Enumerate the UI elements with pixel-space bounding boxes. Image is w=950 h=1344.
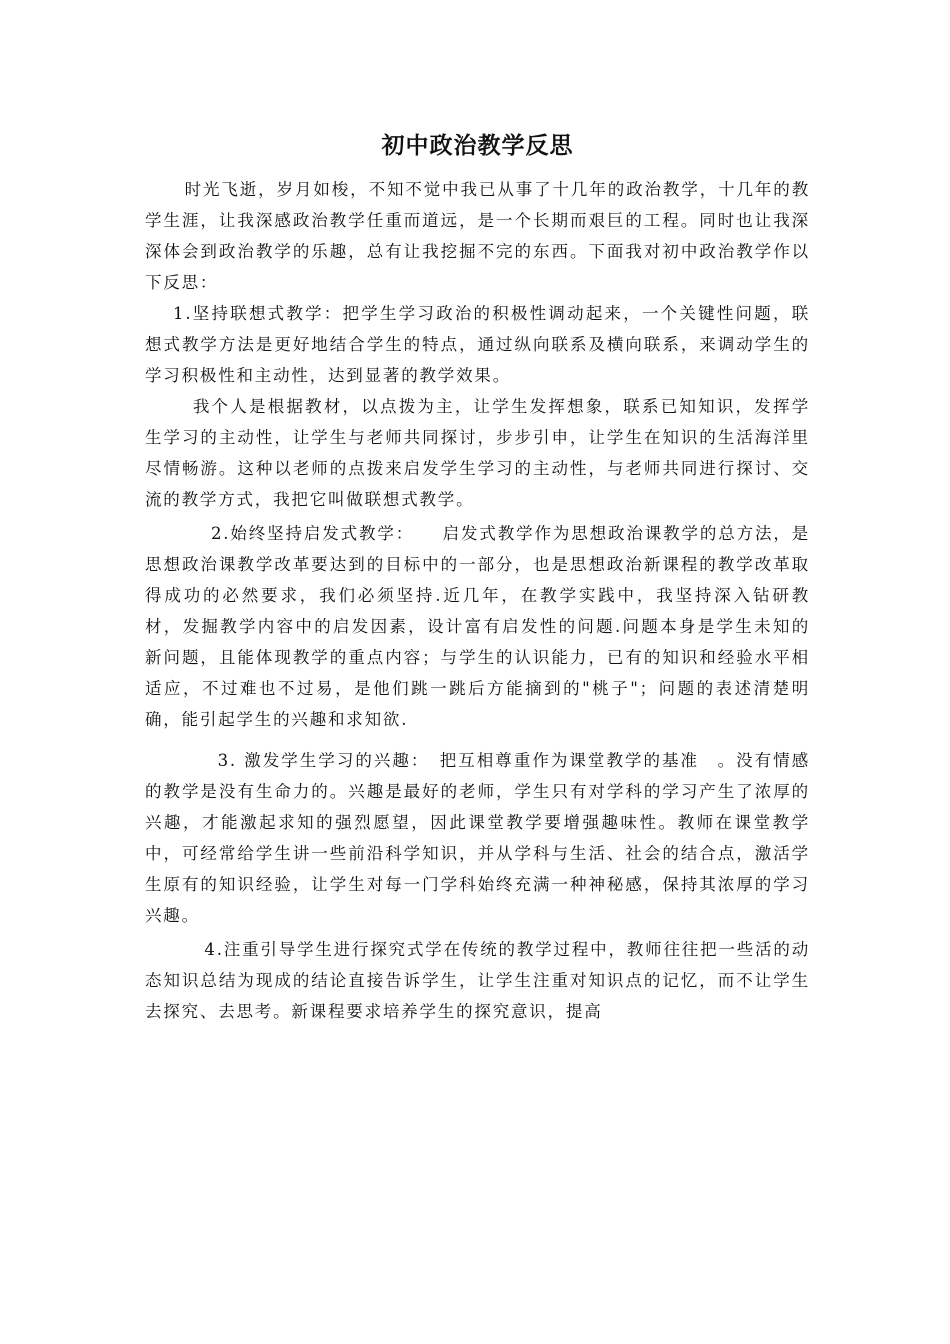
document-title: 初中政治教学反思 [381, 132, 574, 159]
paragraph-point-4: 4.注重引导学生进行探究式学在传统的教学过程中，教师往往把一些活的动态知识总结为现成的结论直接告诉学生，让学生注重对知识点的记忆，而不让学生去探究、去思考。新课程要求培养学生的探究意识，提高 [145, 940, 810, 1021]
paragraph-point-3: 3. 激发学生学习的兴趣： 把互相尊重作为课堂教学的基准 。没有情感的教学是没有生命力的。兴趣是最好的老师，学生只有对学科的学习产生了浓厚的兴趣，才能激起求知的强烈愿望，因此课堂教学要增强趣味性。教师在课堂教学中，可经常给学生讲一些前沿科学知识，并从学科与生活、社会的结合点，激活学生原有的知识经验，让学生对每一门学科始终充满一种神秘感，保持其浓厚的学习兴趣。 [145, 751, 810, 925]
paragraph-intro: 时光飞逝，岁月如梭，不知不觉中我已从事了十几年的政治教学，十几年的教学生涯，让我深感政治教学任重而道远，是一个长期而艰巨的工程。同时也让我深深体会到政治教学的乐趣，总有让我挖掘不完的东西。下面我对初中政治教学作以下反思： [145, 180, 810, 292]
paragraph-point-2: 2.始终坚持启发式教学： 启发式教学作为思想政治课教学的总方法，是思想政治课教学改革要达到的目标中的一部分，也是思想政治新课程的教学改革取得成功的必然要求，我们必须坚持.近几年，在教学实践中，我坚持深入钻研教材，发掘教学内容中的启发因素，设计富有启发性的问题.问题本身是学生未知的新问题，且能体现教学的重点内容；与学生的认识能力，已有的知识和经验水平相适应，不过难也不过易，是他们跳一跳后方能摘到的"桃子"；问题的表述清楚明确，能引起学生的兴趣和求知欲. [145, 524, 810, 729]
paragraph-point-1-detail: 我个人是根据教材，以点拨为主，让学生发挥想象，联系已知知识，发挥学生学习的主动性，让学生与老师共同探讨，步步引申，让学生在知识的生活海洋里尽情畅游。这种以老师的点拨来启发学生学习的主动性，与老师共同进行探讨、交流的教学方式，我把它叫做联想式教学。 [145, 397, 810, 509]
document-page [145, 128, 810, 1027]
paragraph-point-1: 1.坚持联想式教学：把学生学习政治的积极性调动起来，一个关键性问题，联想式教学方法是更好地结合学生的特点，通过纵向联系及横向联系，来调动学生的学习积极性和主动性，达到显著的教学效果。 [145, 304, 810, 385]
